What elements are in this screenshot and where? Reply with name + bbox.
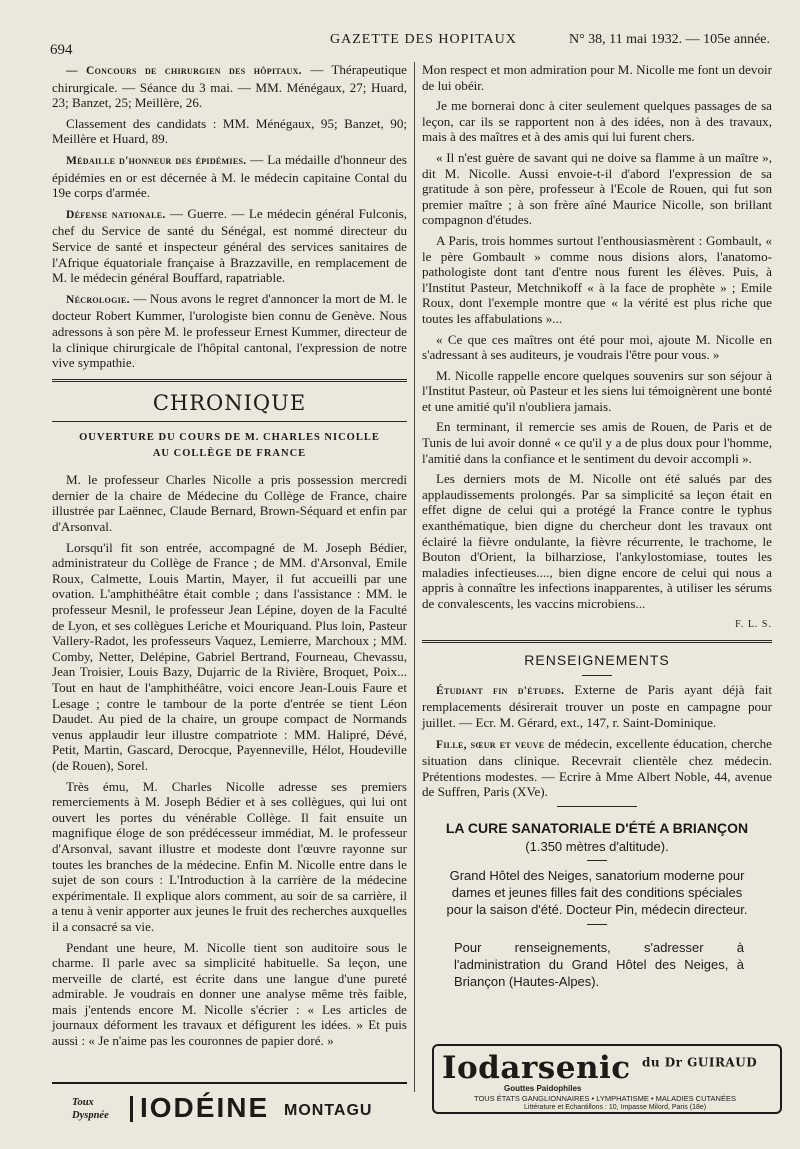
issue-info: N° 38, 11 mai 1932. — 105e année. bbox=[568, 32, 770, 47]
classified-ad bbox=[422, 736, 772, 800]
iodeine-tagline-2: Dyspnée bbox=[72, 1110, 109, 1121]
concours-notice bbox=[52, 62, 407, 111]
article-title-line-1: OUVERTURE DU COURS DE M. CHARLES NICOLLE bbox=[79, 432, 380, 444]
classified-label: Fille, sœur et veuve bbox=[436, 738, 545, 751]
iodeine-brand: IODÉINE bbox=[140, 1092, 270, 1123]
concours-label: — Concours de chirurgien des hôpitaux. bbox=[66, 65, 302, 77]
chronique-heading: CHRONIQUE bbox=[152, 390, 307, 415]
page-number: 694 bbox=[50, 42, 73, 58]
necrologie-label: Nécrologie. bbox=[66, 293, 130, 306]
page-header bbox=[50, 28, 770, 58]
article-paragraph: M. Nicolle rappelle encore quelques souvenirs sur son séjour à l'Institut Pasteur, où Pasteur et les siens lui témoignèrent une bonté et une amitié qu'il n'oubliera jamais. bbox=[422, 367, 772, 414]
iodarsenic-address: Littérature et Echantillons : 10, Impasse Milord, Paris (18e) bbox=[524, 1104, 707, 1111]
article-paragraph: En terminant, il remercie ses amis de Rouen, de Paris et de Tunis de lui avoir donné « ce qu'il y a de plus doux pour l'homme, l'amitié dans la confiance et le sentiment du devoir accompli ». bbox=[422, 419, 772, 466]
short-rule bbox=[557, 806, 637, 807]
iodarsenic-name: Iodarsenic bbox=[442, 1050, 631, 1086]
classified-ad bbox=[422, 682, 772, 731]
cure-body: Grand Hôtel des Neiges, sanatorium moderne pour dames et jeunes filles fait des conditions spéciales pour la saison d'été. Docteur Pin, médecin directeur. bbox=[446, 868, 748, 918]
short-rule bbox=[582, 675, 612, 676]
classified-text: de médecin, excellente éducation, cherche situation dans clinique. Recevrait clientèle chez médecin. Prétentions modestes. — Ecrire à Mme Albert Noble, 44, avenue de Suffren, Paris (XVe). bbox=[422, 735, 772, 800]
classified-text: Externe de Paris ayant déjà fait remplacements désirerait trouver un poste en campagne pour juillet. — Ecr. M. Gérard, ext., 147, r. Saint-Dominique. bbox=[422, 681, 772, 730]
cure-address: Pour renseignements, s'adresser à l'administration du Grand Hôtel des Neiges, à Briançon (Hautes-Alpes). bbox=[454, 940, 744, 990]
iodarsenic-indications: TOUS ÉTATS GANGLIONNAIRES • LYMPHATISME • MALADIES CUTANÉES bbox=[474, 1094, 736, 1103]
left-column bbox=[52, 62, 407, 1054]
short-rule bbox=[587, 860, 607, 861]
iodeine-bar bbox=[130, 1096, 133, 1122]
defense-label: Défense nationale. bbox=[66, 208, 166, 221]
article-paragraph: Lorsqu'il fit son entrée, accompagné de M. Joseph Bédier, administrateur du Collège de France ; de MM. d'Arsonval, Emile Roux, Calmette, Louis Martin, Mayer, il fut accueilli par une ovation. L'amphithéâtre était comble ; dans l'assistance : MM. le professeur Mesnil, le professeur Jean Lépine, doyen de la Faculté de Lyon, et ses collègues Leriche et Mouriquand. Plus loin, Pasteur Vallery-Radot, les professeurs Vaquez, Lemierre, Marchoux ; MM. Comby, Netter, Delépine, Gabriel Bertrand, Fourneau, Chevassu, Jean Troisier, Louis Bazy, Dujarric de la Rivière, Broquet, Poix... Tout en haut de l'amphithéâtre, voici encore Jean-Louis Faure et Lesage ; contre le tambour de la porte d'entrée se tient Léon Daudet. Au pied de la chaire, un groupe compact de Normands venus applaudir leur illustre compatriote : MM. Halipré, Dévé, Petit, Martin, Gascard, Derocque, Payenneville, Hélot, Houdeville (de Rouen), Sorel. bbox=[52, 539, 407, 773]
concours-classement: Classement des candidats : MM. Ménégaux, 95; Banzet, 90; Meillère et Huard, 89. bbox=[52, 115, 407, 147]
article-paragraph: « Il n'est guère de savant qui ne doive sa flamme à un maître », dit M. Nicolle. Aussi envoie-t-il d'abord l'expression de sa gratitude à son père, professeur à l'Ecole de Rouen, qui fut son premier maître ; à son frère aîné Maurice Nicolle, son brillant compagnon d'études. bbox=[422, 149, 772, 228]
iodeine-tagline-1: Toux bbox=[72, 1097, 94, 1108]
renseignements-heading: RENSEIGNEMENTS bbox=[524, 652, 670, 669]
article-paragraph: Je me bornerai donc à citer seulement quelques passages de sa leçon, car ils se rapportent non à des idées, non à des travaux, mais à des maîtres et à des amis qui lui furent chers. bbox=[422, 98, 772, 145]
concours-text: — Thérapeutique chirurgicale. — Séance du 3 mai. — MM. Ménégaux, 27; Huard, 23; Banzet, 25; Meillère, 26. bbox=[52, 62, 407, 111]
article-title-line-2: AU COLLÈGE DE FRANCE bbox=[152, 448, 307, 460]
iodarsenic-suffix: du Dr GUIRAUD bbox=[641, 1055, 758, 1070]
article-paragraph: Les derniers mots de M. Nicolle ont été salués par des applaudissements prolongés. Par sa simplicité sa leçon était en effet digne de celui qui a protégé la France contre le typhus exanthématique, bien digne du chercheur dont les travaux ont éclairé la fièvre ondulante, la fièvre récurrente, le trachome, le Bouton d'Orient, la bilharziose, l'ankylostomiase, toutes les maladies infectieuses...., bien digne encore de celui qui nous a appris à connaître les infections inapparentes, à utiliser les sérums de convalescents, les vaccins microbiens... bbox=[422, 471, 772, 611]
iodarsenic-brand bbox=[442, 1050, 757, 1086]
necrologie-notice bbox=[52, 291, 407, 371]
heading-rule bbox=[52, 421, 407, 422]
iodeine-maker: MONTAGU bbox=[284, 1102, 373, 1119]
article-paragraph: « Ce que ces maîtres ont été pour moi, ajoute M. Nicolle en s'adressant à ses auditeurs, je voudrais l'être pour vous. » bbox=[422, 331, 772, 363]
short-rule bbox=[587, 924, 607, 925]
iodeine-tagline bbox=[72, 1096, 109, 1122]
article-paragraph: Pendant une heure, M. Nicolle tient son auditoire sous le charme. Il parle avec sa simplicité habituelle. Sa leçon, une merveille de clarté, est écrite dans une langue d'une pureté admirable. Je voudrais en donner une analyse même très faible, mais j'entends encore M. Nicolle s'écrier : « Les articles de journaux déforment les travaux et défigurent les idées. » Et puis aussi : « Je n'aime pas les couronnes de papier doré. » bbox=[52, 939, 407, 1049]
classified-label: Étudiant fin d'études. bbox=[436, 684, 565, 697]
column-divider bbox=[414, 62, 415, 1092]
article-paragraph: M. le professeur Charles Nicolle a pris possession mercredi dernier de la chaire de Médecine du Collège de France, chaire illustrée par Laënnec, Claude Bernard, Brown-Séquard et enfin par d'Arsonval. bbox=[52, 472, 407, 535]
necrologie-text: — Nous avons le regret d'annoncer la mort de M. le docteur Robert Kummer, l'urologiste bien connu de Genève. Nous adressons à son père M. le professeur Ernest Kummer, directeur de la clinique chirurgicale de l'hôpital cantonal, l'expression de notre vive sympathie. bbox=[52, 290, 407, 371]
article-paragraph: Très ému, M. Charles Nicolle adresse ses premiers remerciements à M. Joseph Bédier et à ses collègues, qui lui ont ouvert les portes du vénérable Collège. Il fait ensuite un magnifique éloge de son prédécesseur immédiat, M. le professeur d'Arsonval, savant illustre et modeste dont l'œuvre rayonne sur toutes les branches de la médecine. Enfin M. Nicolle entre dans le sujet de son cours : L'Introduction à la carrière de la médecine expérimentale. Il explique alors comment, au soir de sa carrière, il a tenu à venir apporter aux jeunes le fruit des recherches auxquelles il a consacré sa vie. bbox=[52, 778, 407, 934]
medaille-label: Médaille d'honneur des épidémies. bbox=[66, 154, 247, 167]
right-column bbox=[422, 62, 772, 990]
defense-notice bbox=[52, 206, 407, 286]
cure-title: LA CURE SANATORIALE D'ÉTÉ A BRIANÇON bbox=[445, 819, 749, 836]
advert-iodeine bbox=[52, 1082, 407, 1136]
section-divider bbox=[422, 640, 772, 643]
advert-iodarsenic bbox=[432, 1044, 782, 1114]
article-title bbox=[52, 430, 407, 462]
article-paragraph: Mon respect et mon admiration pour M. Nicolle me font un devoir de lui obéir. bbox=[422, 62, 772, 93]
section-divider bbox=[52, 379, 407, 382]
iodarsenic-forms: Gouttes Paidophiles bbox=[504, 1084, 582, 1093]
article-signature: F. L. S. bbox=[735, 618, 772, 630]
medaille-notice bbox=[52, 152, 407, 201]
cure-subtitle: (1.350 mètres d'altitude). bbox=[525, 838, 669, 854]
defense-text: — Guerre. — Le médecin général Fulconis, chef du Service de santé du Sénégal, est nommé directeur du Service de santé et inspecteur général des services sanitaires de l'Afrique équatoriale française à Brazzaville, en remplacement de M. le médecin général Bouffard, rapatriable. bbox=[52, 205, 407, 286]
journal-title: GAZETTE DES HOPITAUX bbox=[330, 32, 517, 47]
medaille-text: — La médaille d'honneur des épidémies en or est décernée à M. le médecin capitaine Contal du 19e corps d'armée. bbox=[52, 151, 407, 201]
article-paragraph: A Paris, trois hommes surtout l'enthousiasmèrent : Gombault, « le père Gombault » comme nous disions alors, l'anatomo-pathologiste dont tant d'entre nous furent les élèves. Puis, à l'Institut Pasteur, Metchnikoff « à la face de prophète » ; Emile Roux, dont l'exemple montre que « la vérité est plus riche que toutes les affabulations »... bbox=[422, 232, 772, 326]
